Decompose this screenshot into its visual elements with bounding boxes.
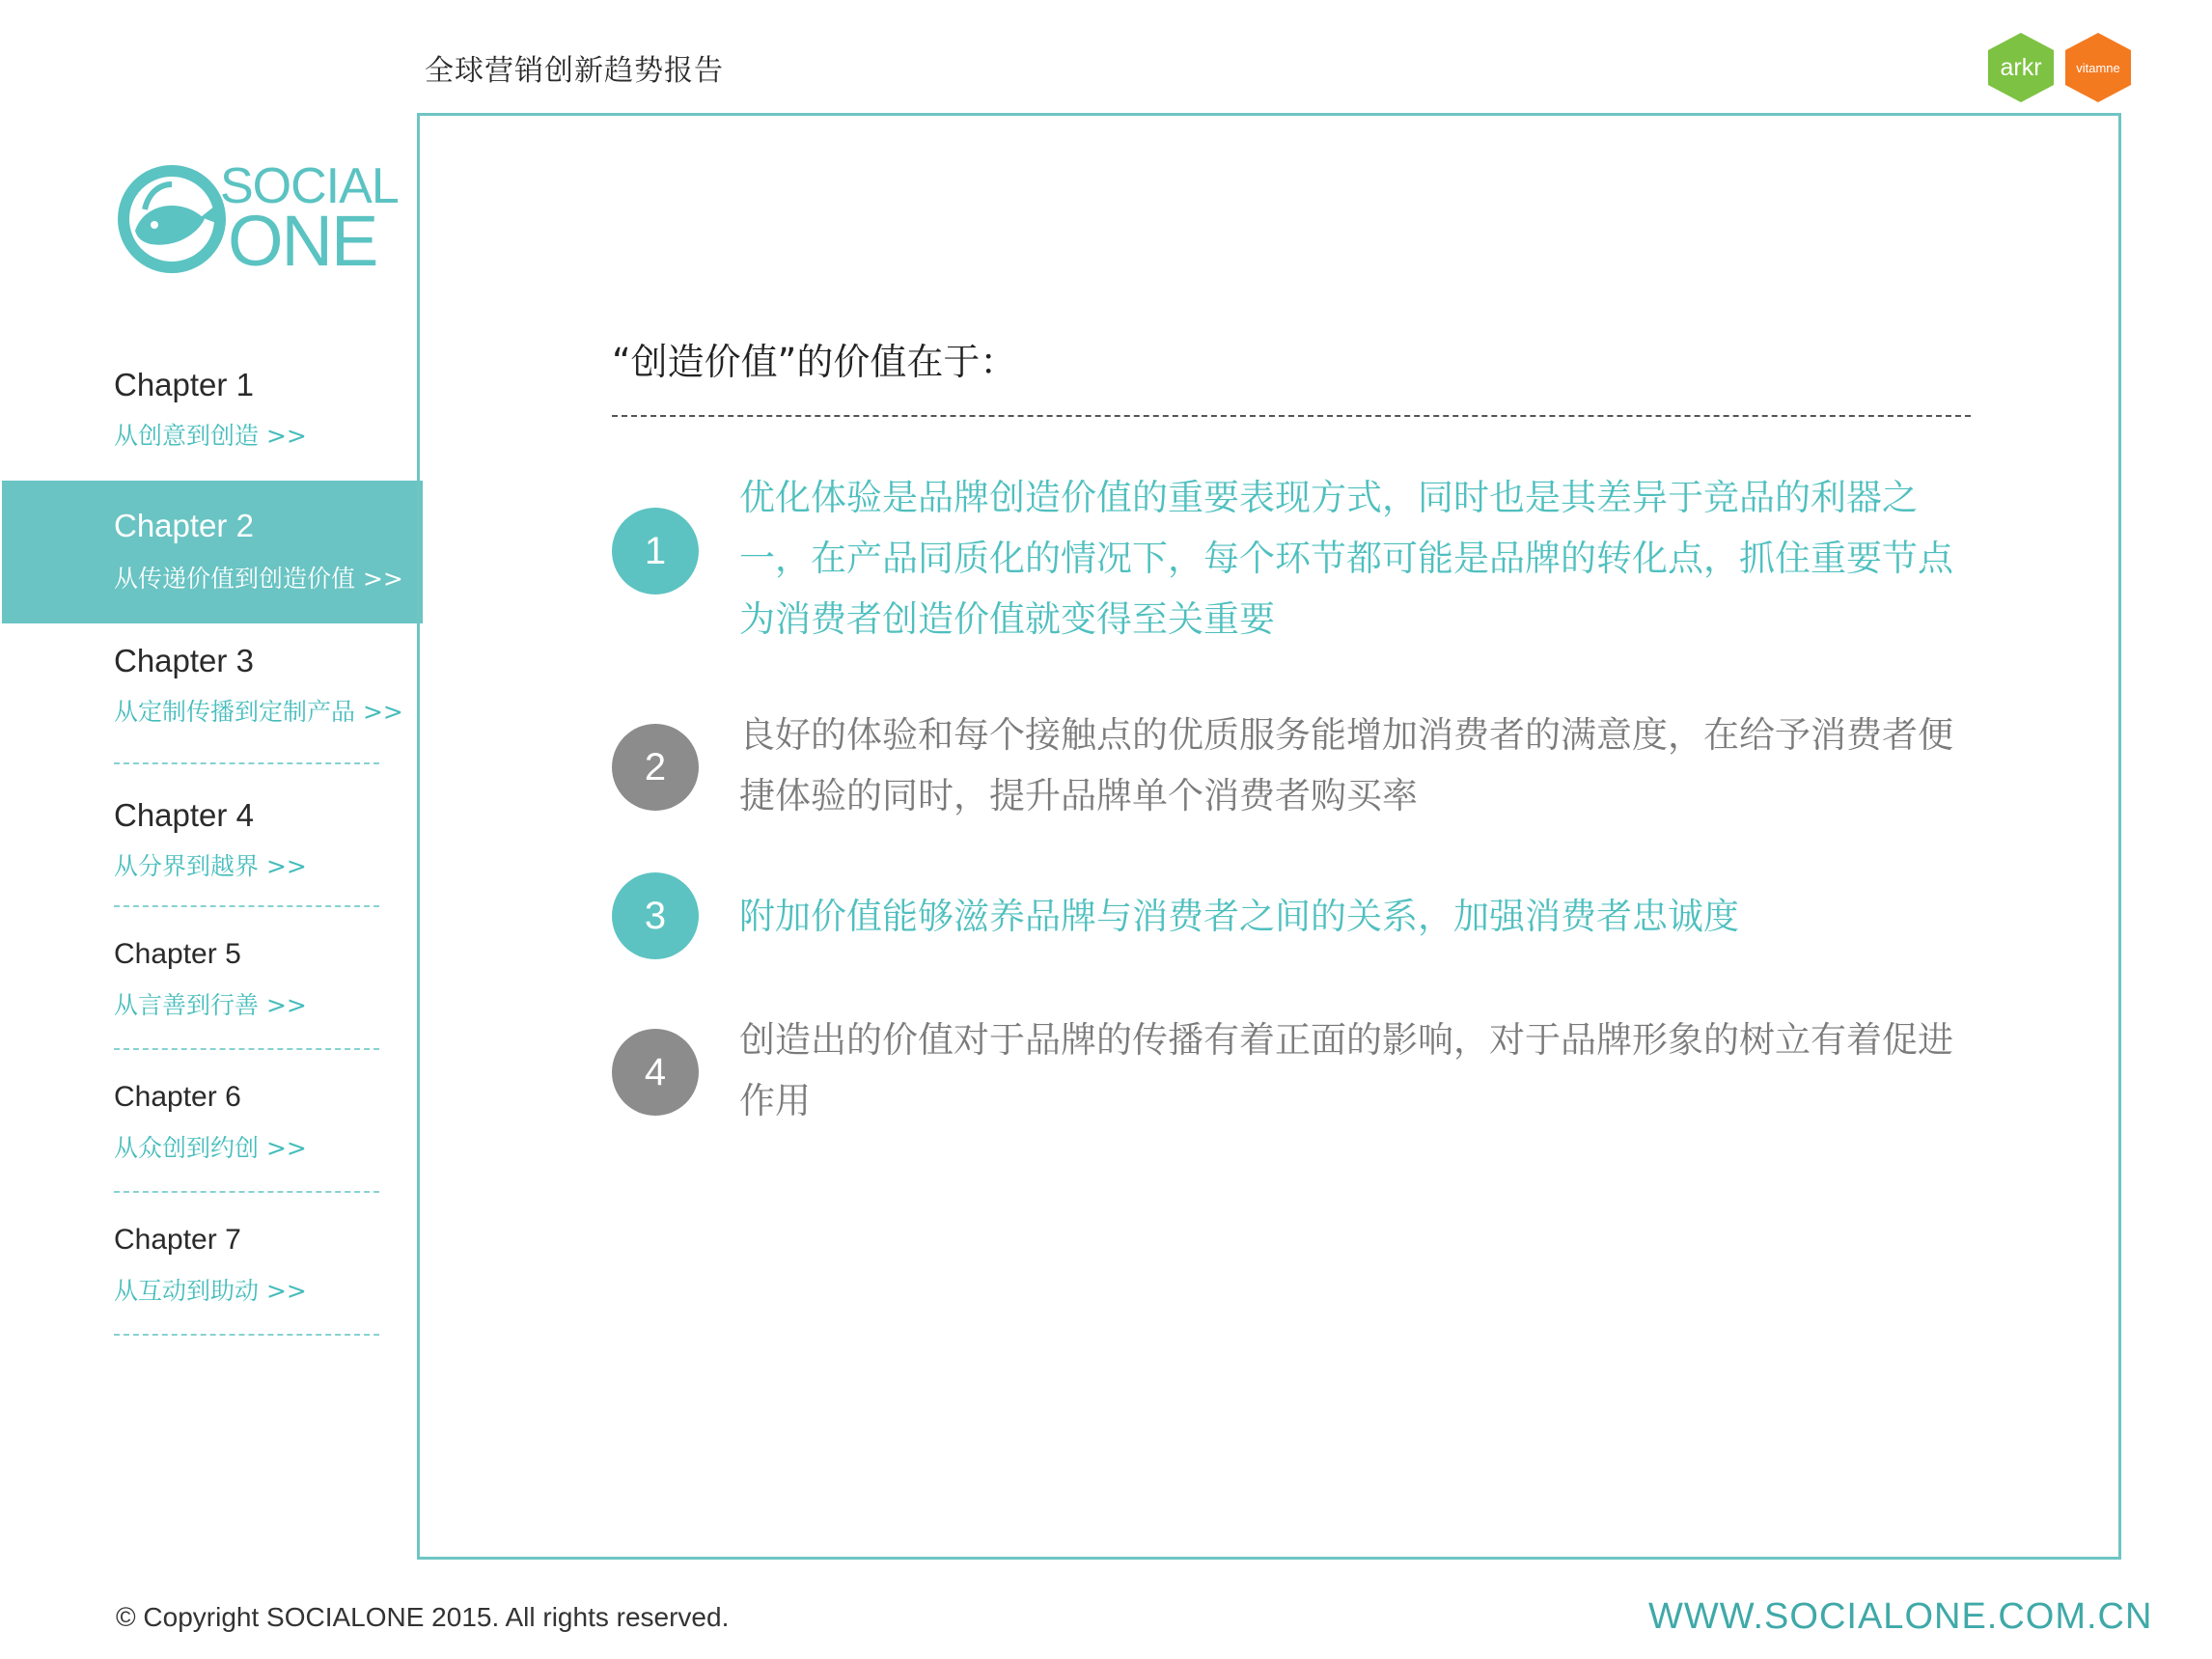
chapter-subtitle: 从创意到创造 >> <box>114 422 307 450</box>
chapter-divider <box>114 762 379 764</box>
value-point-1 <box>612 467 1973 650</box>
chapter-5-link[interactable] <box>0 928 421 1071</box>
chapter-subtitle: 从定制传播到定制产品 >> <box>114 698 403 726</box>
chapter-divider <box>114 1191 379 1193</box>
chapter-subtitle: 从言善到行善 >> <box>114 991 307 1019</box>
number-badge: 4 <box>612 1029 699 1116</box>
copyright-notice: © Copyright SOCIALONE 2015. All rights reserved. <box>116 1602 730 1632</box>
whale-icon <box>116 163 230 273</box>
chapter-title: Chapter 7 <box>114 1224 241 1256</box>
arkr-logo-text: arkr <box>2000 53 2042 81</box>
vitamne-logo-text: vitamne <box>2076 60 2120 75</box>
chapter-divider <box>114 1048 379 1050</box>
content-heading: “创造价值”的价值在于： <box>612 341 1017 383</box>
chapter-subtitle: 从众创到约创 >> <box>114 1134 307 1162</box>
chapter-title: Chapter 2 <box>114 508 254 543</box>
report-title: 全球营销创新趋势报告 <box>425 54 724 88</box>
chapter-subtitle: 从互动到助动 >> <box>114 1277 307 1305</box>
point-text: 创造出的价值对于品牌的传播有着正面的影响，对于品牌形象的树立有着促进作用 <box>739 1019 1953 1121</box>
chapter-3-link[interactable] <box>0 629 421 774</box>
partner-logos <box>1986 31 2141 104</box>
chapter-title: Chapter 5 <box>114 938 241 970</box>
logo-word-social: SOCIAL <box>220 158 399 214</box>
chapter-title: Chapter 4 <box>114 797 254 833</box>
chapter-subtitle: 从分界到越界 >> <box>114 852 307 880</box>
chapter-2-link[interactable] <box>2 481 423 623</box>
chapter-divider <box>114 905 379 907</box>
chapter-4-link[interactable] <box>0 784 421 928</box>
value-point-4 <box>612 1009 1973 1135</box>
chapter-title: Chapter 6 <box>114 1081 241 1113</box>
logo-word-one: ONE <box>228 201 377 281</box>
value-point-3 <box>612 872 1973 961</box>
website-link[interactable]: WWW.SOCIALONE.COM.CN <box>1648 1596 2153 1637</box>
number-badge: 3 <box>612 872 699 959</box>
chapter-title: Chapter 3 <box>114 643 254 678</box>
socialone-logo <box>116 158 399 281</box>
point-text: 附加价值能够滋养品牌与消费者之间的关系，加强消费者忠诚度 <box>739 896 1739 937</box>
number-badge: 2 <box>612 724 699 811</box>
number-badge: 1 <box>612 508 699 594</box>
chapter-6-link[interactable] <box>0 1071 421 1214</box>
heading-divider <box>612 415 1971 417</box>
point-text: 良好的体验和每个接触点的优质服务能增加消费者的满意度，在给予消费者便捷体验的同时，提升品牌单个消费者购买率 <box>739 714 1953 816</box>
chapter-divider <box>114 1334 379 1336</box>
arkr-logo <box>1986 31 2056 104</box>
vitamne-logo <box>2063 31 2133 104</box>
value-point-2 <box>612 705 1973 830</box>
chapter-title: Chapter 1 <box>114 367 254 402</box>
chapter-1-link[interactable] <box>0 355 421 471</box>
point-text: 优化体验是品牌创造价值的重要表现方式，同时也是其差异于竞品的利器之一，在产品同质化的情况下，每个环节都可能是品牌的转化点，抓住重要节点为消费者创造价值就变得至关重要 <box>739 477 1953 640</box>
content-frame <box>417 113 2121 1560</box>
chapter-subtitle: 从传递价值到创造价值 >> <box>114 565 403 593</box>
chapter-7-link[interactable] <box>0 1214 421 1359</box>
